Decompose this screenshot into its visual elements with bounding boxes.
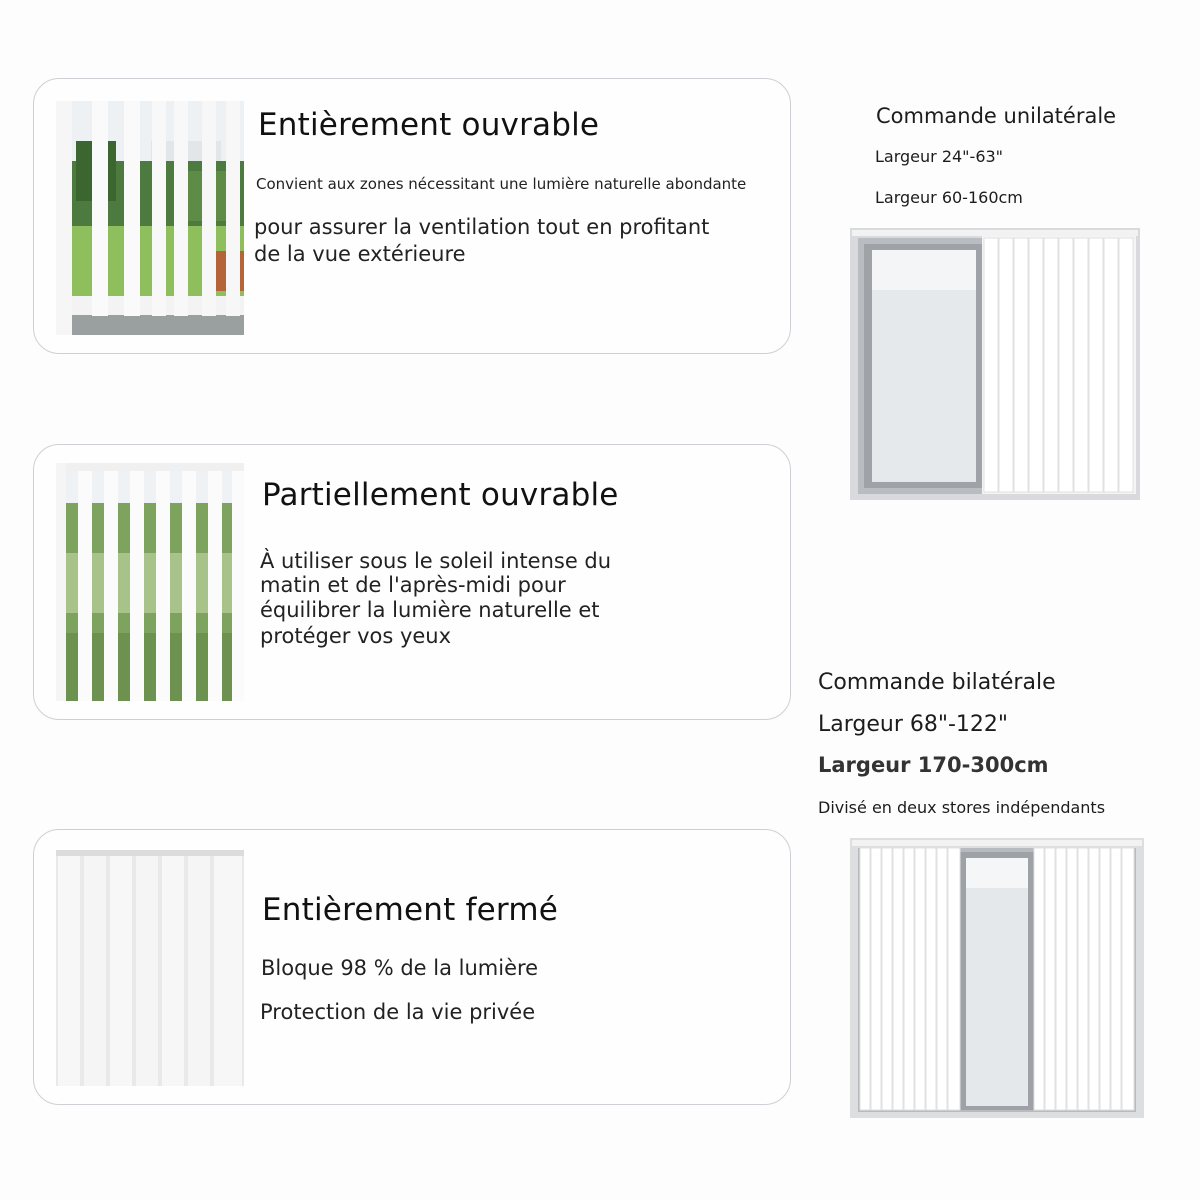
partially-open-blinds-image xyxy=(56,463,244,701)
unilateral-width-cm: Largeur 60-160cm xyxy=(875,188,1023,207)
card-title: Entièrement fermé xyxy=(262,892,558,928)
card-subtitle: Convient aux zones nécessitant une lumière naturelle abondante xyxy=(256,175,747,193)
card-title: Partiellement ouvrable xyxy=(262,477,619,513)
fully-open-blinds-image xyxy=(56,101,244,335)
card-line: de la vue extérieure xyxy=(254,242,466,266)
card-line: équilibrer la lumière naturelle et xyxy=(260,598,600,622)
card-fully-open xyxy=(33,78,791,354)
fully-closed-blinds-image xyxy=(56,850,244,1086)
unilateral-title: Commande unilatérale xyxy=(876,104,1117,128)
card-title: Entièrement ouvrable xyxy=(258,107,600,143)
bilateral-title: Commande bilatérale xyxy=(818,670,1056,695)
unilateral-width-in: Largeur 24"-63" xyxy=(875,147,1004,166)
bilateral-width-cm: Largeur 170-300cm xyxy=(818,753,1049,777)
card-line: protéger vos yeux xyxy=(260,624,452,648)
card-line: matin et de l'après-midi pour xyxy=(260,573,566,597)
unilateral-window-image xyxy=(850,228,1140,500)
bilateral-note: Divisé en deux stores indépendants xyxy=(818,798,1106,817)
card-partially-open xyxy=(33,444,791,720)
card-line: Bloque 98 % de la lumière xyxy=(261,956,539,980)
bilateral-window-image xyxy=(850,838,1144,1118)
bilateral-width-in: Largeur 68"-122" xyxy=(818,712,1009,737)
card-line: pour assurer la ventilation tout en profitant xyxy=(254,215,710,239)
card-line: Protection de la vie privée xyxy=(260,1000,536,1024)
card-fully-closed xyxy=(33,829,791,1105)
card-line: À utiliser sous le soleil intense du xyxy=(260,549,612,573)
